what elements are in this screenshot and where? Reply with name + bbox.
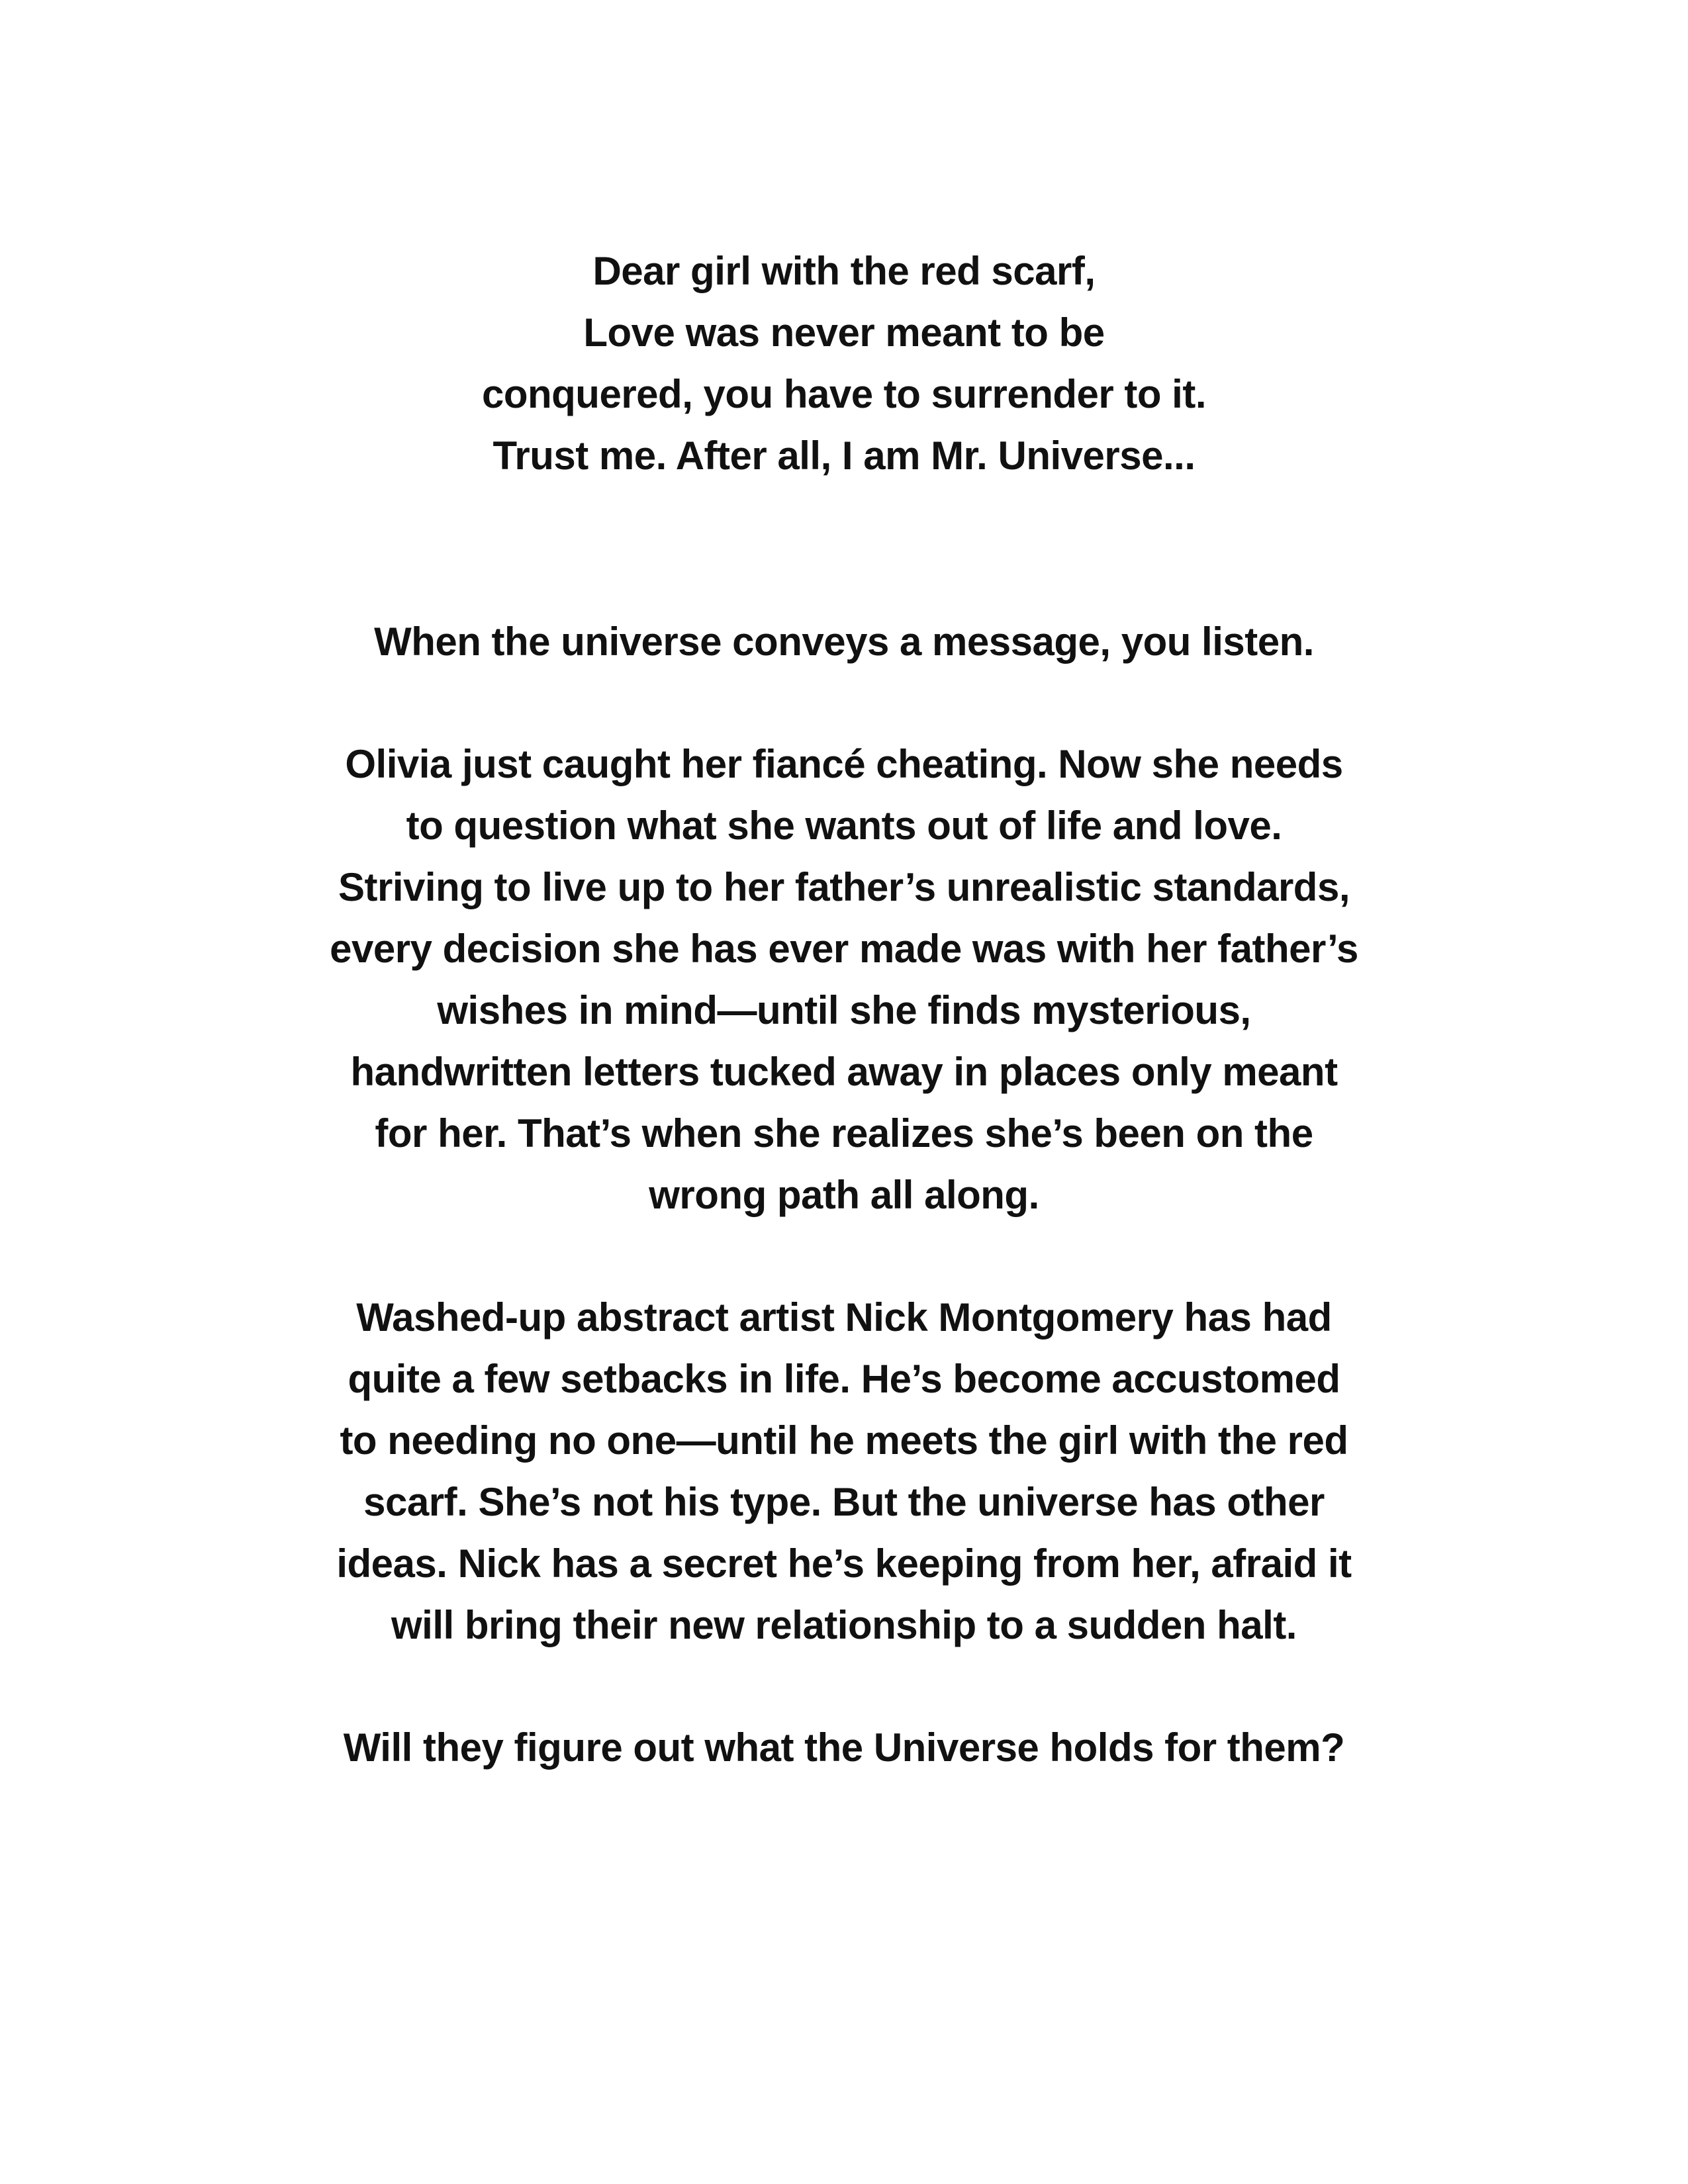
olivia-paragraph-line: every decision she has ever made was with her father’s: [330, 927, 1358, 971]
olivia-paragraph-line: for her. That’s when she realizes she’s been on the: [375, 1111, 1313, 1156]
olivia-paragraph-line: handwritten letters tucked away in places only meant: [350, 1050, 1338, 1094]
nick-paragraph-line: ideas. Nick has a secret he’s keeping from her, afraid it: [336, 1541, 1352, 1586]
nick-paragraph-line: scarf. She’s not his type. But the universe has other: [363, 1480, 1325, 1524]
closing-question: Will they figure out what the Universe holds for them?: [343, 1725, 1345, 1770]
letter-line: Love was never meant to be: [583, 310, 1105, 355]
nick-paragraph-line: to needing no one—until he meets the girl with the red: [340, 1418, 1348, 1463]
nick-paragraph-line: Washed-up abstract artist Nick Montgomery has had: [356, 1295, 1332, 1340]
letter-line: conquered, you have to surrender to it.: [481, 372, 1206, 416]
nick-paragraph-line: will bring their new relationship to a sudden halt.: [391, 1603, 1297, 1647]
tagline: When the universe conveys a message, you listen.: [374, 619, 1314, 664]
olivia-paragraph-line: wishes in mind—until she finds mysterious,: [437, 988, 1251, 1032]
letter-line: Dear girl with the red scarf,: [592, 249, 1096, 293]
letter-line: Trust me. After all, I am Mr. Universe...: [492, 433, 1196, 478]
nick-paragraph-line: quite a few setbacks in life. He’s become accustomed: [348, 1357, 1340, 1401]
olivia-paragraph-line: wrong path all along.: [649, 1173, 1039, 1217]
olivia-paragraph-line: Striving to live up to her father’s unrealistic standards,: [338, 865, 1350, 909]
olivia-paragraph-line: to question what she wants out of life and love.: [406, 803, 1282, 848]
olivia-paragraph-line: Olivia just caught her fiancé cheating. Now she needs: [345, 742, 1343, 786]
